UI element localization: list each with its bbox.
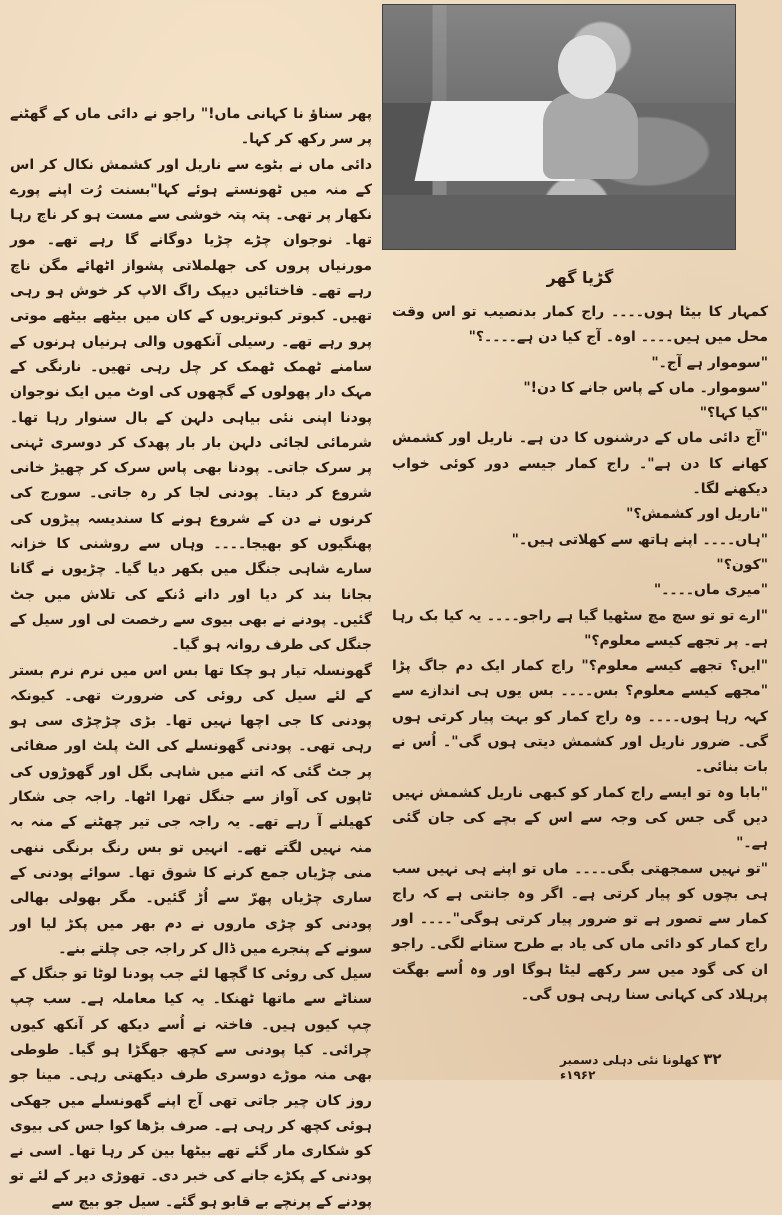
left-paragraph: دائی ماں نے بٹوے سے ناریل اور کشمش نکال کر اس کے منہ میں ٹھونستے ہوئے کہا"بسنت رُت اپنے پورے نکھار پر تھی۔ پتہ پتہ خوشی سے مست ہو کر ناچ رہا تھا۔ نوجوان چڑے چڑیا دوگانے گا رہے تھے۔ مور مورنیاں پروں کی جھلملاتی پشواز اٹھائے مگن ناچ رہے تھے۔ فاختائیں دیپک راگ الاپ کر خوش ہو رہی تھیں۔ کبوتر کبوتریوں کے کان میں بیٹھے بیٹھے موتی پرو رہے تھے۔ رسیلی آنکھوں والی ہرنیاں ہرنوں کے سامنے ٹھمک ٹھمک کر چل رہی تھیں۔ نارنگی کے مہک دار پھولوں کے گچھوں کی اوٹ میں ایک نوجوان پودنا اپنی نئی بیاہی دلہن کے بال سنوار رہا تھا۔ شرمائی لجائی دلہن بار بار پھدک کر دوسری ٹہنی پر سرک جاتی۔ پودنا بھی پاس سرک کر چھیڑ خانی شروع کر دیتا۔ پودنی لجا کر رہ جاتی۔ سورج کی کرنوں نے دن کے شروع ہونے کا سندیسہ پیڑوں کی پھنگیوں کو بھیجا۔۔۔۔ وہاں سے روشنی کا خزانہ سارے شاہی جنگل میں بکھر دیا گیا۔ چڑیوں نے گانا بجانا بند کر دیا اور دانے دُنکے کی تلاش میں جٹ گئیں۔ پودنے نے بھی بیوی سے رخصت لی اور سیل کے جنگل کی طرف روانہ ہو گیا۔ [10, 156, 372, 654]
left-column [10, 102, 372, 1215]
photo-child-with-dolls [382, 4, 736, 250]
right-column [392, 300, 768, 1008]
right-paragraph: "ناریل اور کشمش؟" [626, 506, 768, 523]
right-paragraph: "سوموار۔ ماں کے پاس جانے کا دن!" [523, 379, 768, 396]
right-paragraph: "تو نہیں سمجھتی بگی۔۔۔۔ ماں تو اپنے ہی نہیں سب ہی بچوں کو پیار کرتی ہے۔ اگر وہ جانتی ہے کہ راج کمار سے تصور ہے تو ضرور پیار کرتی ہوگی"۔۔۔۔ اور راج کمار کو دائی ماں کی یاد بے طرح ستانے لگی۔ راجو ان کی گود میں سر رکھے لیٹا ہوگا اور وہ اُسے بھگت پرہلاد کی کہانی سنا رہی ہوں گی۔ [392, 860, 768, 1004]
photo-wall [383, 5, 735, 103]
right-paragraph: "کون؟" [716, 556, 768, 573]
left-paragraph: سیل کی روئی کا گچھا لئے جب پودنا لوٹا تو جنگل کے سناٹے سے ماتھا ٹھنکا۔ یہ کیا معاملہ ہے۔ سب چپ چپ کیوں ہیں۔ فاختہ نے اُسے دیکھ کر آنکھ کیوں چرائی۔ کیا پودنی سے کچھ جھگڑا ہو گیا۔ طوطی بھی منہ موڑے دوسری طرف دیکھتی رہی۔ مینا جو روز کان چیر جاتی تھی آج اپنے گھونسلے میں جھکی ہوئی کچھ کر رہی ہے۔ صرف بڑھا کوا جس کی بیوی کو شکاری مار گئے تھے بیٹھا بین کر رہا تھا۔ اسی نے پودنی کے پکڑے جانے کی خبر دی۔ تھوڑی دیر کے لئے تو پودنے کے پرنچے بے قابو ہو گئے۔ سیل جو بیچ سے [10, 966, 372, 1210]
page-footer [560, 1050, 760, 1082]
right-paragraph: "کیا کہا؟" [699, 405, 768, 422]
right-paragraph: کمہار کا بیٹا ہوں۔۔۔۔ راج کمار بدنصیب تو اس وقت محل میں ہیں۔۔۔۔ اوہ۔ آج کیا دن ہے۔۔۔۔؟" [392, 304, 768, 346]
issue-info: کھلونا نئی دہلی دسمبر ۱۹۶۲ء [560, 1053, 700, 1082]
photo-child-head [558, 35, 616, 99]
left-paragraph: گھونسلہ تیار ہو چکا تھا بس اس میں نرم نرم بستر کے لئے سیل کی روئی کی ضرورت تھی۔ کیونکہ پودنی کا جی اچھا نہیں تھا۔ بڑی چڑچڑی سی ہو رہی تھی۔ پودنی گھونسلے کی الٹ پلٹ اور صفائی پر جٹ گئی کہ اتنے میں شاہی بگل اور گھوڑوں کی ٹاپوں کی آواز سے جنگل تھرا اٹھا۔ راجہ جی شکار کھیلنے آ رہے تھے۔ یہ راجہ جی تیر چھٹنے کے منہ بہ منہ نہیں لگتے تھے۔ انہیں تو بس رنگ برنگی ننھی منی چڑیاں جمع کرنے کا شوق تھا۔ سوائے پودنی کے ساری چڑیاں پھرّ سے اُڑ گئیں۔ مگر بھولی بھالی پودنی کو چڑی ماروں نے دم بھر میں پکڑ لیا اور سونے کے پنجرے میں ڈال کر راجہ جی چلتے بنے۔ [10, 662, 372, 957]
right-paragraph: "سوموار ہے آج۔" [651, 354, 768, 371]
page-number: ۳۲ [703, 1050, 722, 1068]
right-paragraph: "میری ماں۔۔۔۔" [653, 582, 768, 599]
right-paragraph: "آج دائی ماں کے درشنوں کا دن ہے۔ ناریل اور کشمش کھانے کا دن ہے"۔ راج کمار جیسے دور کوئی خواب دیکھنے لگا۔ [392, 430, 768, 498]
photo-child-body [543, 93, 638, 179]
right-paragraph: "ایں؟ تجھے کیسے معلوم؟" راج کمار ایک دم جاگ پڑا "مجھے کیسے معلوم؟ بس۔۔۔۔ بس یوں ہی اندازے سے کہہ رہا ہوں۔۔۔۔ وہ راج کمار کو بہت پیار کرتی ہوں گی۔ ضرور ناریل اور کشمش دیتی ہوں گی"۔ اُس نے بات بنائی۔ [392, 658, 768, 776]
right-paragraph: "ارے تو تو سچ مچ سٹھیا گیا ہے راجو۔۔۔۔ یہ کیا بک رہا ہے۔ پر تجھے کیسے معلوم؟" [392, 607, 768, 649]
right-paragraph: "ہاں۔۔۔۔ اپنے ہاتھ سے کھلاتی ہیں۔" [511, 531, 768, 548]
photo-floor [383, 195, 735, 249]
right-paragraph: "بابا وہ تو ایسے راج کمار کو کبھی ناریل کشمش نہیں دیں گی جس کی وجہ سے اس کے بچے کی جان گئی ہے۔" [392, 784, 768, 852]
section-heading: گڑیا گھر [546, 268, 614, 287]
left-paragraph: پھر سناؤ نا کہانی ماں!" راجو نے دائی ماں کے گھٹنے پر سر رکھ کر کہا۔ [10, 106, 372, 148]
